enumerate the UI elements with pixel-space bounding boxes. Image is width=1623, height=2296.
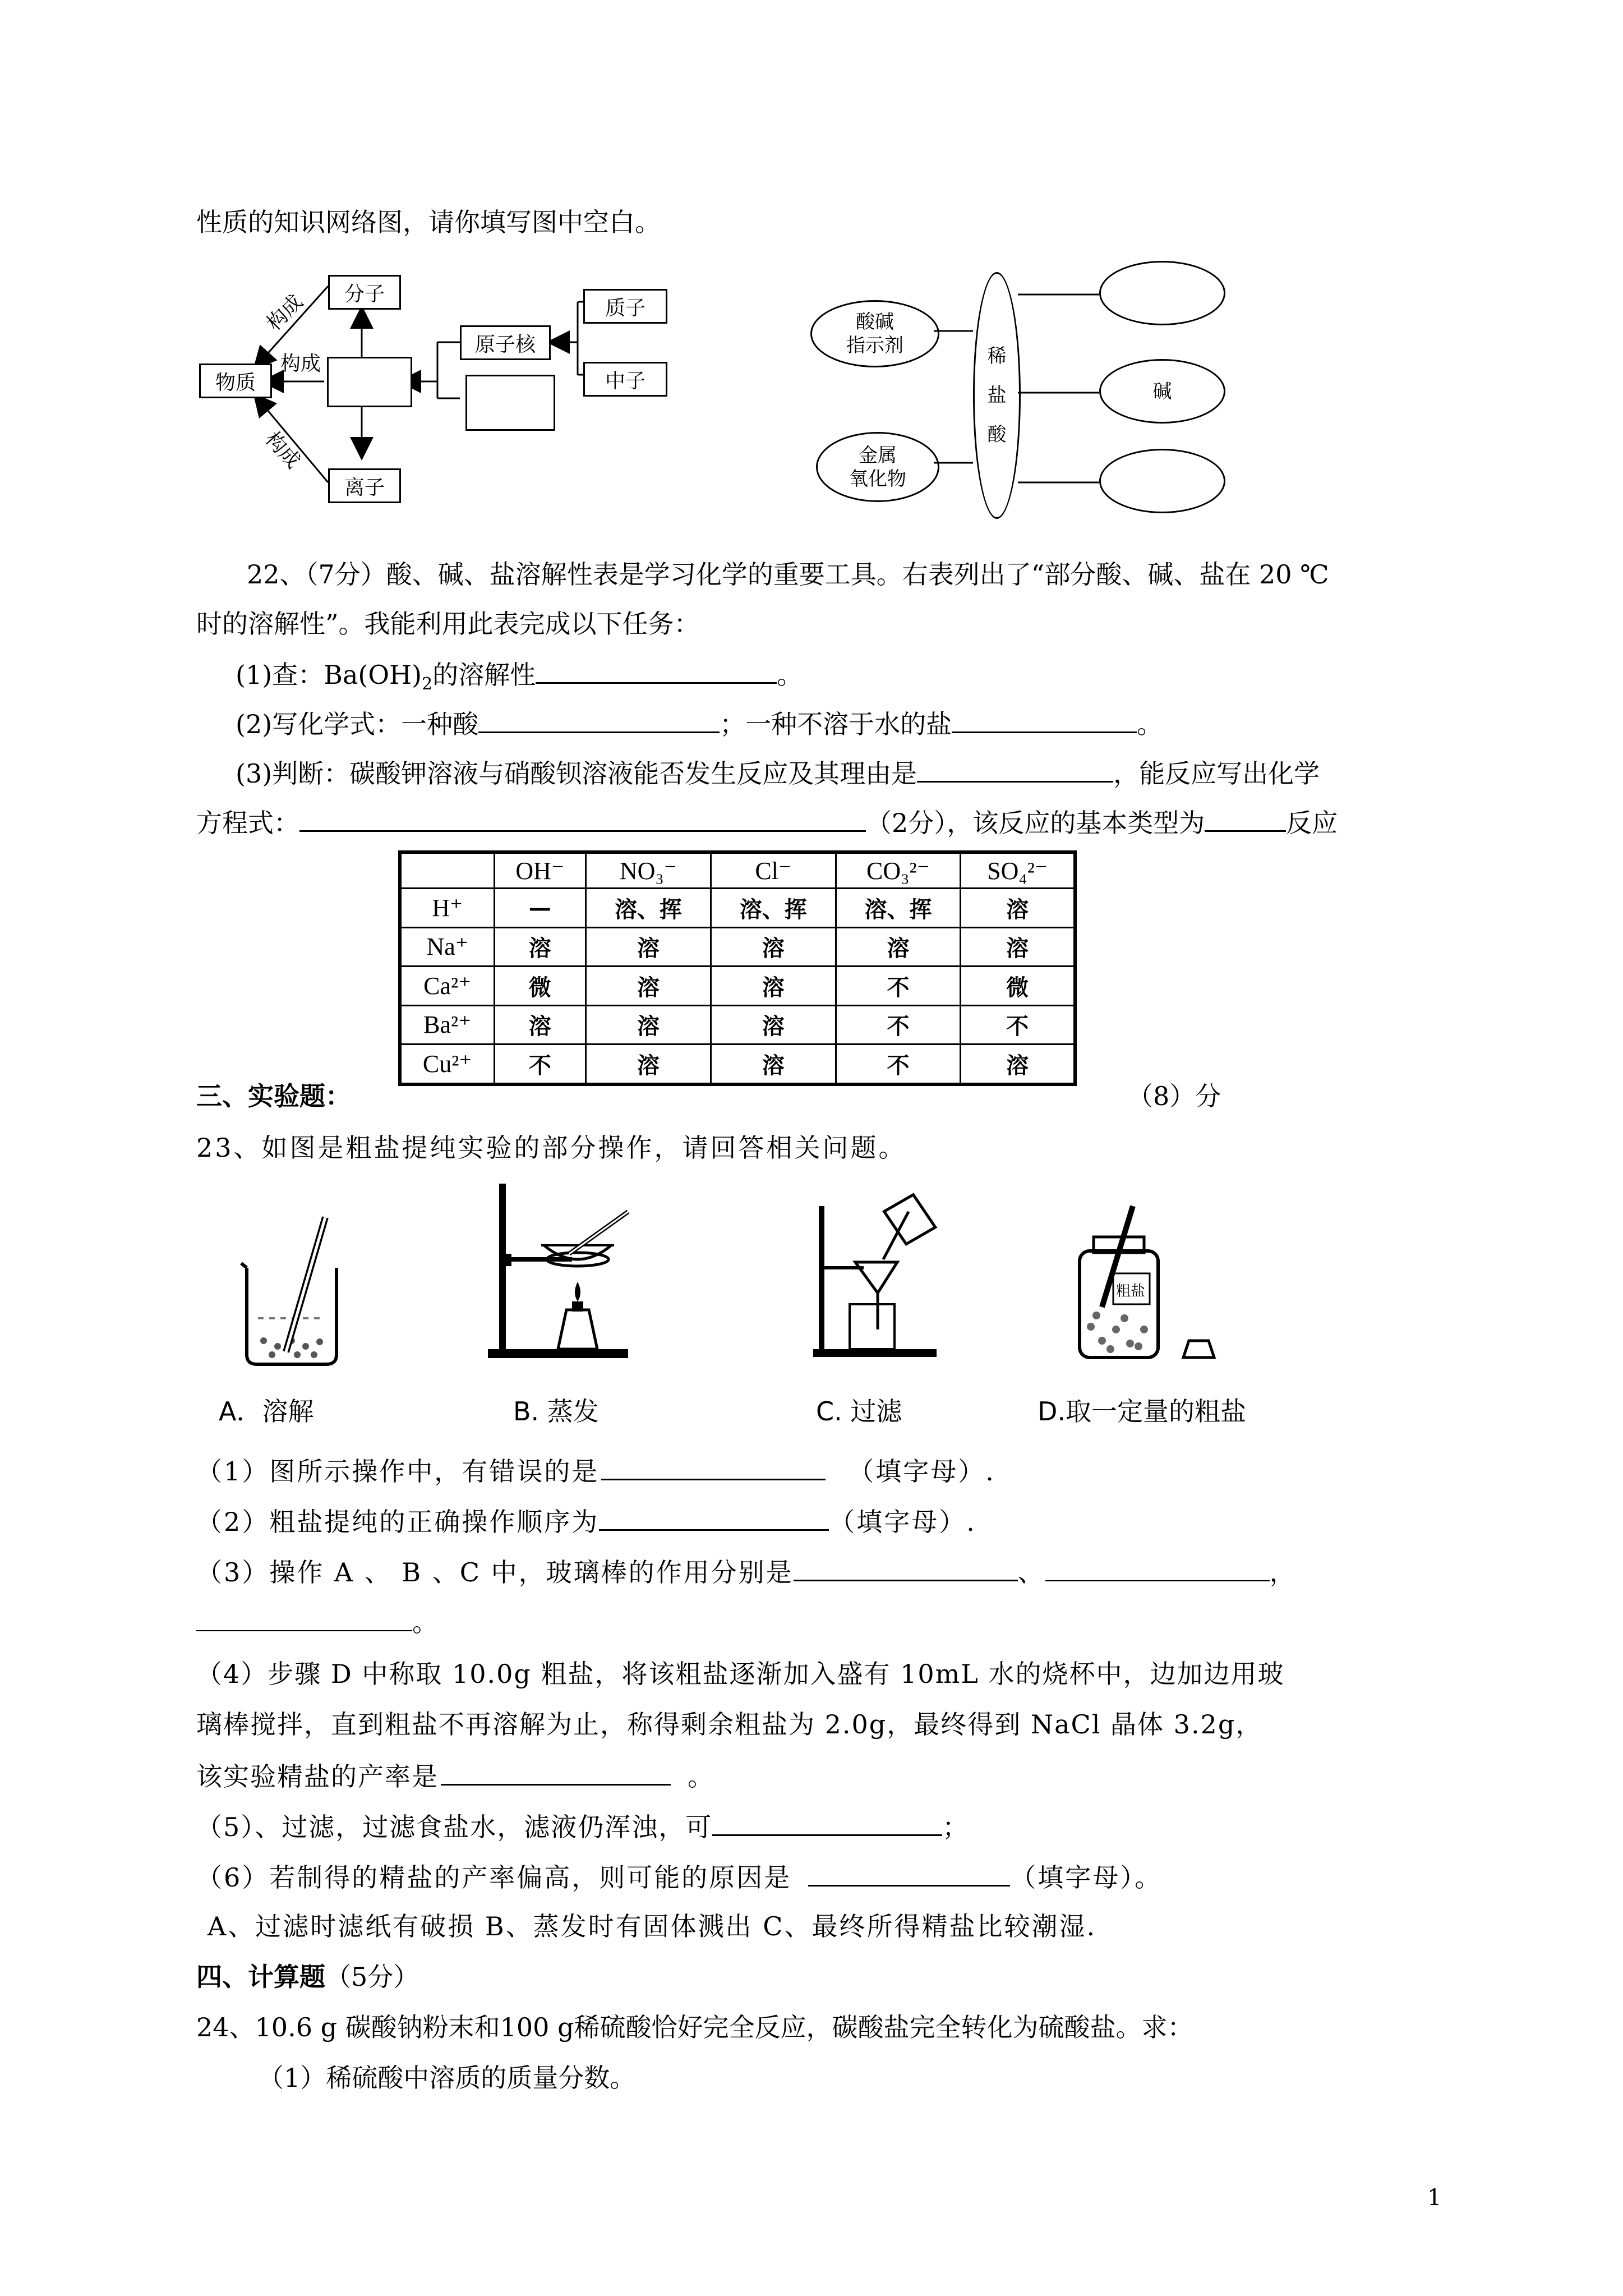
q23-part6 [196,1859,1162,1894]
q22-sub4-mid: （2分），该反应的基本类型为 [866,808,1205,838]
table-cell: 溶、挥 [711,889,836,928]
table-row [400,1005,1075,1045]
blank-ellipse-bottom[interactable] [1099,449,1225,513]
header-cl: Cl⁻ [711,852,836,889]
q22-sub2-mid: ；一种不溶于水的盐 [720,709,952,739]
evaporation-illustration [488,1184,628,1358]
molecule-box: 分子 [328,275,401,310]
header-no3: NO₃⁻ [586,852,711,889]
row-ion: H⁺ [400,889,494,928]
beaker-illustration [241,1217,336,1364]
q23-part1-text: （1）图所示操作中，有错误的是 [196,1456,600,1487]
section4-heading [196,1960,419,1994]
header-co3: CO₃²⁻ [836,852,961,889]
q22-sub2 [236,706,1163,741]
q22-reason-blank[interactable] [917,755,1113,783]
section3-title: 三、实验题： [196,1081,351,1111]
table-cell: 溶 [961,1045,1075,1084]
q23-part6-text: （6）若制得的精盐的产率偏高，则可能的原因是 [196,1862,792,1893]
q23-part3-line2-end: 。 [412,1607,438,1637]
q22-sub4-end: 反应 [1286,808,1338,838]
section3-score: （8）分 [1127,1081,1221,1111]
q23-part5-blank[interactable] [712,1809,942,1836]
blank-ellipse-top[interactable] [1099,261,1225,325]
proton-box: 质子 [583,289,667,324]
section4-score: （5分） [325,1962,419,1992]
table-row [400,889,1075,928]
q23-part1 [196,1453,995,1488]
indicator-ellipse: 酸碱 指示剂 [810,300,939,367]
q23-part3-blank-c[interactable] [196,1604,412,1631]
reagent-jar-illustration [1080,1206,1214,1358]
table-cell: 溶 [711,1005,836,1045]
table-cell: 溶 [711,967,836,1006]
atom-blank-box[interactable] [465,375,555,431]
base-ellipse: 碱 [1099,359,1225,424]
table-cell: 不 [836,967,961,1006]
q22-sub2-end: 。 [1137,709,1163,739]
q23-part6-blank[interactable] [808,1859,1010,1887]
q22-sub3-prefix: (3)判断：碳酸钾溶液与硝酸钡溶液能否发生反应及其理由是 [236,758,917,789]
table-cell: 不 [836,1005,961,1045]
q23-part2-text: （2）粗盐提纯的正确操作顺序为 [196,1507,600,1537]
table-cell: 不 [494,1045,586,1084]
cap-illustration [1183,1341,1214,1358]
q23-part2 [196,1503,976,1539]
row-ion: Na⁺ [400,927,494,967]
table-cell: 溶 [836,927,961,967]
q23-part5-end: ； [942,1812,970,1842]
row-ion: Ca²⁺ [400,967,494,1006]
center-blank-box[interactable] [327,357,412,407]
q23-part6-end: （填字母）。 [1010,1862,1163,1893]
q22-sub1-text: 的溶解性 [432,660,536,690]
center-char-3: 酸 [987,424,1007,446]
table-cell: 不 [961,1005,1075,1045]
table-cell: 微 [494,967,586,1006]
solubility-table [398,850,1077,1086]
q22-sub2-prefix: (2)写化学式：一种酸 [236,709,479,739]
table-cell: — [494,889,586,928]
matter-box: 物质 [199,364,272,398]
table-cell: 微 [961,967,1075,1006]
edge-label-mid: 构成 [280,352,321,375]
table-cell: 溶 [494,927,586,967]
q22-sub1-prefix: (1)查：Ba(OH) [236,660,422,690]
table-cell: 溶 [586,1045,711,1084]
table-corner [400,852,494,889]
q23-part2-end: （填字母）. [829,1507,976,1537]
header-oh: OH⁻ [494,852,586,889]
q23-stem: 23、如图是粗盐提纯实验的部分操作，请回答相关问题。 [196,1133,907,1163]
table-row [400,1045,1075,1084]
q23-part1-end: （填字母）. [848,1456,995,1487]
filtration-illustration [813,1193,937,1357]
q23-part3 [196,1554,1297,1589]
row-ion: Cu²⁺ [400,1045,494,1084]
table-row [400,927,1075,967]
caption-b: B. 蒸发 [513,1396,599,1427]
ion-box: 离子 [328,468,401,503]
q22-answer1-blank[interactable] [536,656,777,684]
q22-sub4 [196,804,1338,840]
q23-part3-end: ， [1269,1557,1297,1588]
q22-equation-blank[interactable] [299,804,866,832]
q23-part4-line2: 璃棒搅拌，直到粗盐不再溶解为止，称得剩余粗盐为 2.0g，最终得到 NaCl 晶体 3.2g， [196,1709,1263,1740]
experiment-figures [213,1184,1279,1369]
q23-part4-end: 。 [688,1761,714,1792]
center-char-2: 盐 [987,384,1007,407]
q23-yield-blank[interactable] [441,1758,671,1786]
q22-acid-blank[interactable] [478,706,720,733]
q22-sub1-subscript: 2 [422,674,433,694]
intro-line: 性质的知识网络图，请你填写图中空白。 [196,207,661,237]
dilute-hcl-ellipse [973,272,1021,519]
table-header-row [400,852,1075,889]
q22-salt-blank[interactable] [952,706,1137,733]
q23-part5 [196,1809,969,1844]
table-cell: 溶 [586,1005,711,1045]
table-cell: 溶 [711,1045,836,1084]
q22-line1: 22、（7分）酸、碱、盐溶解性表是学习化学的重要工具。右表列出了“部分酸、碱、盐在 20 ℃ [247,559,1329,590]
q22-sub3-end: ，能反应写出化学 [1113,758,1320,789]
row-ion: Ba²⁺ [400,1005,494,1045]
jar-label: 粗盐 [1116,1283,1146,1300]
header-so4: SO₄²⁻ [961,852,1075,889]
edge-label-bottom: 构成 [260,427,305,473]
q22-sub1-end: 。 [777,660,803,690]
q24-stem: 24、10.6 g 碳酸钠粉末和100 g稀硫酸恰好完全反应，碳酸盐完全转化为硫酸盐。求： [196,2012,1193,2042]
q22-sub1 [236,656,803,701]
q22-line2: 时的溶解性”。我能利用此表完成以下任务： [196,609,700,639]
table-cell: 溶 [586,967,711,1006]
table-row [400,967,1075,1006]
q23-part3-sep: 、 [1017,1557,1045,1588]
q23-part3-text: （3）操作 A 、 B 、C 中，玻璃棒的作用分别是 [196,1557,794,1588]
center-char-1: 稀 [987,345,1007,367]
table-cell: 溶 [494,1005,586,1045]
q22-reaction-type-blank[interactable] [1205,804,1286,832]
nucleus-box: 原子核 [460,325,551,360]
page-number: 1 [1427,2185,1442,2211]
q23-part4-line1: （4）步骤 D 中称取 10.0g 粗盐，将该粗盐逐渐加入盛有 10mL 水的烧杯中，边加边用玻 [196,1659,1285,1689]
table-cell: 溶 [961,927,1075,967]
q22-sub3 [236,755,1320,790]
q22-sub4-prefix: 方程式： [196,808,299,838]
neutron-box: 中子 [583,362,667,397]
caption-c: C. 过滤 [816,1396,902,1427]
q23-part3-line2 [196,1604,438,1639]
caption-a: A．溶解 [219,1396,314,1427]
table-cell: 溶 [586,927,711,967]
table-cell: 溶 [961,889,1075,928]
q23-part4-line3 [196,1758,714,1793]
table-cell: 溶、挥 [836,889,961,928]
q23-options: A、过滤时滤纸有破损 B、蒸发时有固体溅出 C、最终所得精盐比较潮湿. [208,1911,1097,1941]
q23-part1-blank[interactable] [601,1453,826,1480]
table-cell: 溶 [711,927,836,967]
caption-d: D.取一定量的粗盐 [1038,1396,1247,1427]
q23-part4-text: 该实验精盐的产率是 [196,1761,439,1792]
q23-part5-text: （5）、过滤，过滤食盐水，滤液仍浑浊，可 [196,1812,713,1842]
q24-part1: （1）稀硫酸中溶质的质量分数。 [258,2063,636,2093]
q23-part3-blank-a[interactable] [794,1554,1018,1581]
q23-part3-blank-b[interactable] [1045,1554,1270,1581]
table-cell: 溶、挥 [586,889,711,928]
table-cell: 不 [836,1045,961,1084]
section4-title: 四、计算题 [196,1962,325,1992]
metal-oxide-ellipse: 金属 氧化物 [816,432,939,502]
edge-label-top: 构成 [262,290,308,335]
q23-part2-blank[interactable] [599,1503,829,1531]
